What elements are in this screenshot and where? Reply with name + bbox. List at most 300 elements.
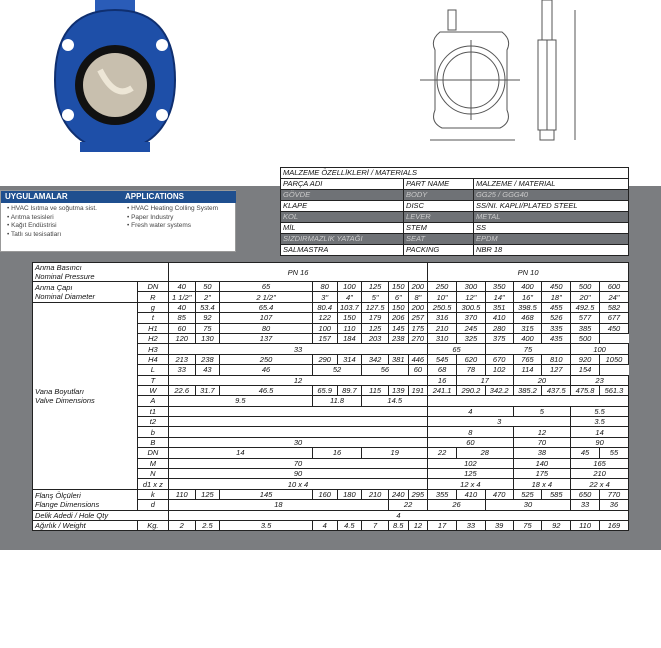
dim-cell: 140 (513, 458, 571, 468)
dim-cell: 55 (599, 448, 628, 458)
dim-cell: 257 (408, 313, 428, 323)
technical-drawing (400, 0, 610, 150)
dim-cell: 102 (485, 365, 513, 375)
hole-qty-value: 4 (168, 510, 628, 520)
valve-photo (40, 0, 190, 160)
flange-label-en: Flange Dimensions (35, 499, 100, 509)
weight-value: 4.5 (337, 520, 362, 530)
applications-tr-list (7, 205, 117, 239)
dn-value: 500 (571, 282, 600, 292)
dim-cell: 370 (456, 313, 485, 323)
dim-cell: 270 (408, 333, 428, 343)
dim-key: H3 (137, 344, 168, 354)
dim-cell: 52 (312, 365, 361, 375)
dim-cell: 492.5 (571, 302, 600, 312)
dim-cell: 325 (456, 333, 485, 343)
dim-cell: 154 (571, 365, 600, 375)
dim-cell: 210 (428, 323, 457, 333)
r-value: 2 1/2" (220, 292, 313, 302)
dim-cell: 398.5 (513, 302, 542, 312)
application-item: • HVAC Heating Colling System (127, 205, 232, 214)
dim-cell: 920 (571, 354, 600, 364)
dim-cell: 175 (408, 323, 428, 333)
dim-cell: 43 (195, 365, 220, 375)
dim-cell: 75 (485, 344, 570, 354)
dim-cell: 450 (599, 323, 628, 333)
dim-key: M (137, 458, 168, 468)
weight-label: Ağırlık / Weight (33, 520, 138, 530)
materials-cell: SS/NI. KAPLI/PLATED STEEL (473, 201, 628, 212)
dim-cell: 36 (599, 500, 628, 510)
dim-cell: 14 (168, 448, 312, 458)
hole-qty-label: Delik Adedi / Hole Qty (33, 510, 169, 520)
application-item: • Tatlı su tesisatları (7, 231, 117, 240)
dim-cell: 290 (312, 354, 337, 364)
dim-cell: 314 (337, 354, 362, 364)
flange-label-tr: Flanş Ölçüleri (35, 490, 81, 500)
dim-cell: 16 (312, 448, 361, 458)
dim-cell: 127 (542, 365, 571, 375)
materials-col-header: MALZEME / MATERIAL (473, 179, 628, 190)
dim-key: DN (137, 448, 168, 458)
dim-cell: 22 x 4 (571, 479, 629, 489)
materials-table (280, 167, 629, 256)
dim-cell: 17 (456, 375, 513, 385)
materials-col-header: PART NAME (404, 179, 474, 190)
dim-key: H1 (137, 323, 168, 333)
dim-cell (428, 396, 629, 406)
dim-cell: 65.4 (220, 302, 313, 312)
dim-cell: 10 x 4 (168, 479, 427, 489)
dim-key: t (137, 313, 168, 323)
weight-value: 4 (312, 520, 337, 530)
dn-value: 150 (388, 282, 408, 292)
dim-cell: 125 (195, 489, 220, 499)
dim-cell: 200 (408, 302, 428, 312)
dim-cell: 316 (428, 313, 457, 323)
dn-value: 350 (485, 282, 513, 292)
dim-key: N (137, 469, 168, 479)
dim-cell: 102 (428, 458, 513, 468)
dim-cell: 385.2 (513, 385, 542, 395)
applications-en-title: APPLICATIONS (121, 191, 236, 203)
application-item: • Kağıt Endüstrisi (7, 222, 117, 231)
dim-cell: 245 (456, 323, 485, 333)
dim-cell: 175 (513, 469, 571, 479)
materials-cell: KOL (281, 212, 404, 223)
dim-cell: 18 x 4 (513, 479, 571, 489)
weight-value: 17 (428, 520, 457, 530)
dim-key: d1 x z (137, 479, 168, 489)
dim-cell: 1050 (599, 354, 628, 364)
dim-cell: 122 (312, 313, 337, 323)
dim-cell: 184 (337, 333, 362, 343)
dim-cell: 3 (428, 417, 571, 427)
dim-cell: 90 (571, 437, 629, 447)
dim-cell: 670 (485, 354, 513, 364)
weight-unit: Kg. (137, 520, 168, 530)
dim-cell: 107 (220, 313, 313, 323)
dim-cell: 145 (220, 489, 313, 499)
materials-cell: MİL (281, 223, 404, 234)
dim-cell: 125 (362, 323, 389, 333)
pressure-label (33, 263, 169, 282)
dn-value: 40 (168, 282, 195, 292)
dim-key: d (137, 500, 168, 510)
dim-cell: 238 (388, 333, 408, 343)
dim-cell: 4 (428, 406, 513, 416)
dim-cell: 11.8 (312, 396, 361, 406)
dim-cell: 470 (485, 489, 513, 499)
dim-cell: 5 (513, 406, 571, 416)
dim-row (33, 302, 629, 312)
dim-key: t1 (137, 406, 168, 416)
dim-cell: 80.4 (312, 302, 337, 312)
dn-value: 600 (599, 282, 628, 292)
dim-key: W (137, 385, 168, 395)
flange-label (33, 489, 138, 510)
dim-cell: 22.6 (168, 385, 195, 395)
dim-cell: 577 (571, 313, 600, 323)
dim-cell: 114 (513, 365, 542, 375)
dn-value: 400 (513, 282, 542, 292)
dn-value: 65 (220, 282, 313, 292)
dim-cell: 12 (513, 427, 571, 437)
dim-cell: 70 (513, 437, 571, 447)
materials-row (281, 190, 629, 201)
weight-value: 92 (542, 520, 571, 530)
dim-cell: 179 (362, 313, 389, 323)
weight-value: 3.5 (220, 520, 313, 530)
materials-cell: DISC (404, 201, 474, 212)
dim-cell: 526 (542, 313, 571, 323)
dim-cell: 19 (362, 448, 428, 458)
dim-cell: 475.8 (571, 385, 600, 395)
r-value: 12" (456, 292, 485, 302)
weight-value: 169 (599, 520, 628, 530)
materials-row (281, 212, 629, 223)
dim-cell: 455 (542, 302, 571, 312)
valve-dimensions-label (33, 302, 138, 489)
pressure-label-tr: Anma Basıncı (35, 263, 82, 272)
dim-cell: 238 (195, 354, 220, 364)
dn-value: 100 (337, 282, 362, 292)
dim-cell: 53.4 (195, 302, 220, 312)
dim-cell: 22 (428, 448, 457, 458)
materials-cell: LEVER (404, 212, 474, 223)
dim-key: H4 (137, 354, 168, 364)
dim-cell: 56 (362, 365, 408, 375)
r-value: 4" (337, 292, 362, 302)
weight-value: 8.5 (388, 520, 408, 530)
dim-cell: 240 (388, 489, 408, 499)
dim-cell: 437.5 (542, 385, 571, 395)
dn-value: 80 (312, 282, 337, 292)
dim-cell: 100 (312, 323, 337, 333)
dim-cell: 78 (456, 365, 485, 375)
materials-cell: GG25 / GGG40 (473, 190, 628, 201)
dim-cell: 525 (513, 489, 542, 499)
pn10-label: PN 10 (428, 263, 629, 282)
dim-cell: 120 (168, 333, 195, 343)
r-value: 8" (408, 292, 428, 302)
dn-value: 250 (428, 282, 457, 292)
weight-value: 12 (408, 520, 428, 530)
dim-cell: 75 (195, 323, 220, 333)
dim-cell: 810 (542, 354, 571, 364)
dim-cell: 46 (220, 365, 313, 375)
dim-cell: 213 (168, 354, 195, 364)
applications-box (0, 190, 236, 252)
dim-cell: 206 (388, 313, 408, 323)
weight-value: 2.5 (195, 520, 220, 530)
dim-cell: 14.5 (362, 396, 428, 406)
materials-cell: STEM (404, 223, 474, 234)
application-item: • Arıtma tesisleri (7, 214, 117, 223)
dim-cell: 12 (168, 375, 427, 385)
dim-cell: 250.5 (428, 302, 457, 312)
dim-cell: 351 (485, 302, 513, 312)
r-value: 24" (599, 292, 628, 302)
dim-cell: 70 (168, 458, 427, 468)
materials-header: MALZEME ÖZELLİKLERİ / MATERIALS (281, 168, 629, 179)
dim-cell: 60 (428, 437, 513, 447)
dim-cell: 110 (337, 323, 362, 333)
dim-cell: 60 (168, 323, 195, 333)
dim-key: T (137, 375, 168, 385)
dim-key: k (137, 489, 168, 499)
dim-cell: 65 (428, 344, 486, 354)
weight-value: 2 (168, 520, 195, 530)
dim-cell: 30 (168, 437, 427, 447)
dim-cell: 500 (571, 333, 600, 343)
dim-cell: 290.2 (456, 385, 485, 395)
dim-cell: 160 (312, 489, 337, 499)
dim-cell: 410 (456, 489, 485, 499)
pressure-label-en: Nominal Pressure (35, 272, 95, 281)
dim-cell: 139 (388, 385, 408, 395)
dim-cell: 12 x 4 (428, 479, 513, 489)
dim-cell: 545 (428, 354, 457, 364)
dim-cell: 5.5 (571, 406, 629, 416)
dim-cell: 40 (168, 302, 195, 312)
dim-cell: 355 (428, 489, 457, 499)
dim-cell: 9.5 (168, 396, 312, 406)
r-value: 18" (542, 292, 571, 302)
materials-cell: SALMASTRA (281, 245, 404, 256)
dim-cell: 203 (362, 333, 389, 343)
dim-cell: 145 (388, 323, 408, 333)
dim-cell: 16 (428, 375, 457, 385)
r-value: 2" (195, 292, 220, 302)
materials-row (281, 223, 629, 234)
dim-cell: 400 (513, 333, 542, 343)
r-value: 6" (388, 292, 408, 302)
diameter-label-tr: Anma Çapı (35, 282, 73, 292)
diameter-label (33, 282, 138, 303)
dim-cell: 45 (571, 448, 600, 458)
dim-cell: 468 (513, 313, 542, 323)
dim-cell: 375 (485, 333, 513, 343)
valve-label-tr: Vana Boyutları (35, 386, 84, 396)
dim-cell: 18 (168, 500, 388, 510)
dim-cell: 191 (408, 385, 428, 395)
dim-cell: 33 (168, 365, 195, 375)
dim-cell: 33 (168, 344, 427, 354)
dim-cell: 620 (456, 354, 485, 364)
dim-cell: 110 (168, 489, 195, 499)
applications-tr-title: UYGULAMALAR (1, 191, 121, 203)
dim-cell: 435 (542, 333, 571, 343)
dim-cell: 130 (195, 333, 220, 343)
dim-key: A (137, 396, 168, 406)
dim-cell: 92 (195, 313, 220, 323)
dim-cell: 31.7 (195, 385, 220, 395)
dim-cell: 585 (542, 489, 571, 499)
dim-cell: 241.1 (428, 385, 457, 395)
dim-cell: 100 (571, 344, 629, 354)
materials-cell: BODY (404, 190, 474, 201)
dim-cell: 310 (428, 333, 457, 343)
dim-cell: 65.9 (312, 385, 337, 395)
dim-cell: 765 (513, 354, 542, 364)
dim-cell: 8 (428, 427, 513, 437)
dim-cell: 137 (220, 333, 313, 343)
dim-cell: 30 (485, 500, 570, 510)
materials-cell: GÖVDE (281, 190, 404, 201)
dim-cell: 60 (408, 365, 428, 375)
applications-en-list (127, 205, 232, 231)
weight-value: 75 (513, 520, 542, 530)
dim-cell: 561.3 (599, 385, 628, 395)
dim-key: L (137, 365, 168, 375)
materials-col-header: PARÇA ADI (281, 179, 404, 190)
materials-cell: SIZDIRMAZLIK YATAĞI (281, 234, 404, 245)
dim-cell: 80 (220, 323, 313, 333)
r-value: 3" (312, 292, 337, 302)
dim-cell (168, 417, 427, 427)
weight-value: 33 (456, 520, 485, 530)
dn-value: 300 (456, 282, 485, 292)
dim-cell: 385 (571, 323, 600, 333)
materials-cell: NBR 18 (473, 245, 628, 256)
dim-cell: 410 (485, 313, 513, 323)
dim-cell: 33 (571, 500, 600, 510)
weight-value: 39 (485, 520, 513, 530)
materials-cell: SS (473, 223, 628, 234)
materials-row (281, 201, 629, 212)
dim-cell: 295 (408, 489, 428, 499)
r-value: 1 1/2" (168, 292, 195, 302)
r-value: 16" (513, 292, 542, 302)
dim-cell: 89.7 (337, 385, 362, 395)
dim-key: g (137, 302, 168, 312)
r-value: 5" (362, 292, 389, 302)
dim-cell: 26 (428, 500, 486, 510)
r-value: 10" (428, 292, 457, 302)
dim-cell: 342 (362, 354, 389, 364)
application-item: • Paper Industry (127, 214, 232, 223)
dim-cell: 22 (388, 500, 427, 510)
dim-cell: 157 (312, 333, 337, 343)
pn16-label: PN 16 (168, 263, 427, 282)
dim-cell: 677 (599, 313, 628, 323)
dimensions-table (32, 262, 629, 531)
dim-cell (168, 427, 427, 437)
dn-key: DN (137, 282, 168, 292)
dim-cell: 14 (571, 427, 629, 437)
dim-cell: 210 (362, 489, 389, 499)
dim-cell: 381 (388, 354, 408, 364)
dim-cell: 180 (337, 489, 362, 499)
r-key: R (137, 292, 168, 302)
materials-row (281, 245, 629, 256)
dim-key: t2 (137, 417, 168, 427)
dim-cell: 280 (485, 323, 513, 333)
dim-cell: 342.2 (485, 385, 513, 395)
dim-cell: 127.5 (362, 302, 389, 312)
dim-cell: 150 (388, 302, 408, 312)
dim-cell: 46.5 (220, 385, 313, 395)
dim-cell: 250 (220, 354, 313, 364)
dim-cell: 20 (513, 375, 571, 385)
dim-cell (168, 406, 427, 416)
materials-cell: METAL (473, 212, 628, 223)
r-value: 20" (571, 292, 600, 302)
dim-cell: 103.7 (337, 302, 362, 312)
dim-cell: 38 (513, 448, 571, 458)
dim-cell: 315 (513, 323, 542, 333)
valve-label-en: Valve Dimensions (35, 395, 95, 405)
application-item: • HVAC Isıtma ve soğutma sist. (7, 205, 117, 214)
dim-cell: 582 (599, 302, 628, 312)
dn-value: 125 (362, 282, 389, 292)
dim-cell: 3.5 (571, 417, 629, 427)
dim-cell: 165 (571, 458, 629, 468)
dim-cell: 335 (542, 323, 571, 333)
dim-cell: 300.5 (456, 302, 485, 312)
dim-cell: 770 (599, 489, 628, 499)
dim-key: B (137, 437, 168, 447)
materials-cell: EPDM (473, 234, 628, 245)
dim-cell: 28 (456, 448, 513, 458)
dim-cell: 90 (168, 469, 427, 479)
dim-cell: 125 (428, 469, 513, 479)
dim-cell: 23 (571, 375, 629, 385)
dim-cell: 115 (362, 385, 389, 395)
dim-cell: 68 (428, 365, 457, 375)
dn-value: 50 (195, 282, 220, 292)
application-item: • Fresh water systems (127, 222, 232, 231)
dim-key: b (137, 427, 168, 437)
dim-cell: 650 (571, 489, 600, 499)
dim-cell: 210 (571, 469, 629, 479)
materials-row (281, 234, 629, 245)
r-value: 14" (485, 292, 513, 302)
weight-value: 110 (571, 520, 600, 530)
dn-value: 200 (408, 282, 428, 292)
dim-cell: 150 (337, 313, 362, 323)
materials-cell: SEAT (404, 234, 474, 245)
dn-value: 450 (542, 282, 571, 292)
weight-value: 7 (362, 520, 389, 530)
dim-key: H2 (137, 333, 168, 343)
diameter-label-en: Nominal Diameter (35, 291, 96, 301)
materials-cell: PACKING (404, 245, 474, 256)
materials-cell: KLAPE (281, 201, 404, 212)
dim-cell: 85 (168, 313, 195, 323)
dim-cell: 446 (408, 354, 428, 364)
